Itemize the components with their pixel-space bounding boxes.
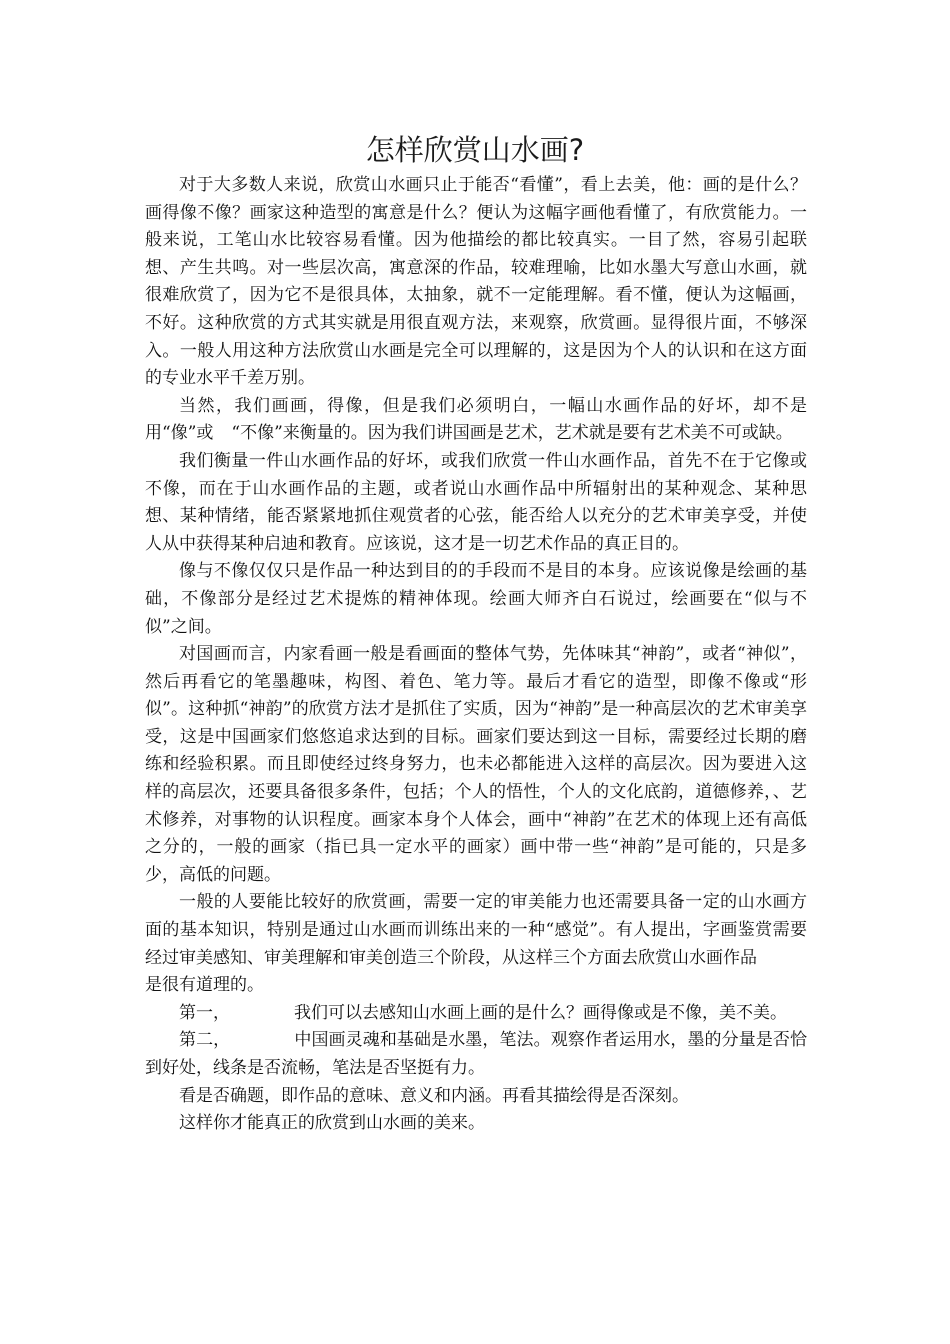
conclusion: 这样你才能真正的欣赏到山水画的美来。 — [179, 1113, 485, 1134]
paragraph-4: 像与不像仅仅只是作品一种达到目的的手段而不是目的本身。应该说像是绘画的基础，不像部分是经过艺术提炼的精神体现。绘画大师齐白石说过，绘画要在“似与不似”之间。 — [145, 561, 807, 637]
step-one-text: 我们可以去感知山水画上画的是什么？画得像或是不像，美不美。 — [294, 1002, 787, 1023]
paragraph-6: 一般的人要能比较好的欣赏画，需要一定的审美能力也还需要具备一定的山水画方面的基本知识，特别是通过山水画而训练出来的一种“感觉”。有人提出，字画鉴赏需要经过审美感知、审美理解和审美创造三个阶段，从这样三个方面去欣赏山水画作品 — [145, 892, 807, 968]
step-three: 看是否确题，即作品的意味、意义和内涵。再看其描绘得是否深刻。 — [179, 1085, 689, 1106]
step-one-label: 第一， — [179, 1002, 230, 1023]
step-one — [145, 1000, 807, 1028]
paragraph-5: 对国画而言，内家看画一般是看画面的整体气势，先体味其“神韵”，或者“神似”，然后再看它的笔墨趣味，构图、着色、笔力等。最后才看它的造型，即像不像或“形似”。这种抓“神韵”的欣赏方法才是抓住了实质，因为“神韵”是一种高层次的艺术审美享受，这是中国画家们悠悠追求达到的目标。画家们要达到这一目标，需要经过长期的磨练和经验积累。而且即使经过终身努力，也未必都能进入这样的高层次。因为要进入这样的高层次，还要具备很多条件，包括；个人的悟性，个人的文化底韵，道德修养，、艺术修养，对事物的认识程度。画家本身个人体会，画中“神韵”在艺术的体现上还有高低之分的，一般的画家（指已具一定水平的画家）画中带一些“神韵”是可能的，只是多少，高低的问题。 — [145, 644, 807, 885]
step-two-text: 中国画灵魂和基础是水墨，笔法。观察作者运用水，墨的分量是否恰到好处，线条是否流畅，笔法是否坚挺有力。 — [145, 1030, 808, 1078]
document-body — [145, 172, 807, 1138]
paragraph-1: 对于大多数人来说，欣赏山水画只止于能否“看懂”，看上去美，他：画的是什么？画得像不像？画家这种造型的寓意是什么？便认为这幅字画他看懂了，有欣赏能力。一般来说，工笔山水比较容易看懂。因为他描绘的都比较真实。一目了然，容易引起联想、产生共鸣。对一些层次高，寓意深的作品，较难理喻，比如水墨大写意山水画，就很难欣赏了，因为它不是很具体，太抽象，就不一定能理解。看不懂，便认为这幅画，不好。这种欣赏的方式其实就是用很直观方法，来观察，欣赏画。显得很片面，不够深入。一般人用这种方法欣赏山水画是完全可以理解的，这是因为个人的认识和在这方面的专业水平千差万别。 — [145, 175, 807, 389]
paragraph-2-part-2: “不像”来衡量的。因为我们讲国画是艺术，艺术就是要有艺术美不可或缺。 — [231, 423, 793, 444]
paragraph-2-part-1: 当然，我们画画，得像，但是我们必须明白，一幅山水画作品的好坏，却不是用“像”或 — [145, 395, 807, 444]
document-title: 怎样欣赏山水画? — [365, 133, 585, 167]
step-two — [145, 1027, 807, 1082]
step-two-label: 第二， — [179, 1030, 231, 1051]
paragraph-3: 我们衡量一件山水画作品的好坏，或我们欣赏一件山水画作品，首先不在于它像或不像，而在于山水画作品的主题，或者说山水画作品中所辐射出的某种观念、某种思想、某种情绪，能否紧紧地抓住观赏者的心弦，能否给人以充分的艺术审美享受，并使人从中获得某种启迪和教育。应该说，这才是一切艺术作品的真正目的。 — [145, 450, 807, 554]
paragraph-2 — [145, 393, 807, 448]
paragraph-6-continuation: 是很有道理的。 — [145, 975, 264, 996]
